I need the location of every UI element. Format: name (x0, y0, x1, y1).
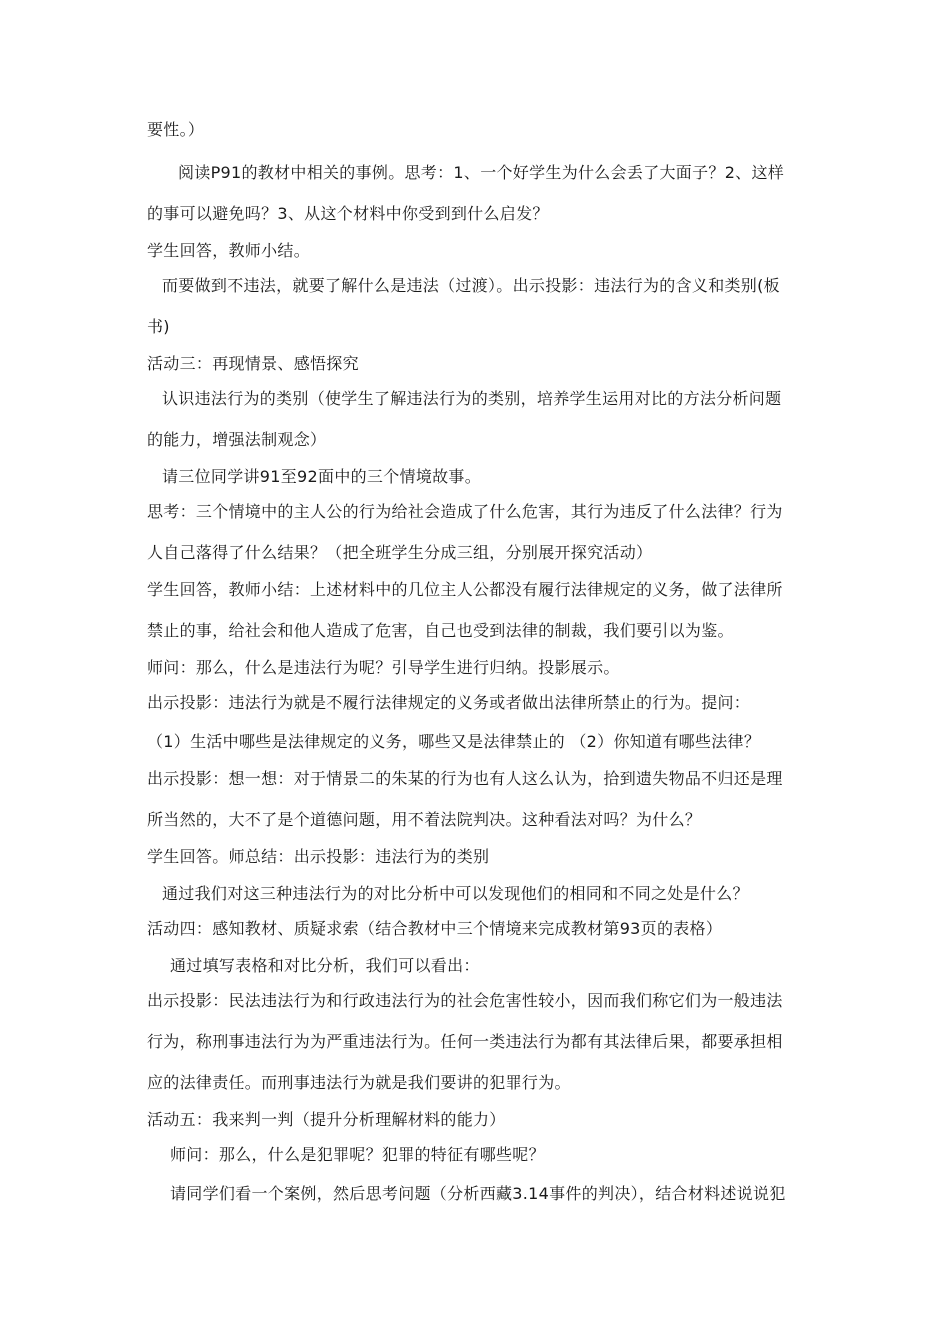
text-line: 的能力，增强法制观念） (147, 430, 327, 449)
text-line: 行为，称刑事违法行为为严重违法行为。任何一类违法行为都有其法律后果，都要承担相 (147, 1032, 783, 1051)
text-line: 活动四：感知教材、质疑求索（结合教材中三个情境来完成教材第93页的表格） (147, 919, 723, 938)
text-line: 人自己落得了什么结果？（把全班学生分成三组，分别展开探究活动） (147, 543, 653, 562)
text-line: 请三位同学讲91至92面中的三个情境故事。 (162, 467, 482, 486)
text-line: 通过我们对这三种违法行为的对比分析中可以发现他们的相同和不同之处是什么？ (162, 884, 749, 903)
text-line: 学生回答，教师小结：上述材料中的几位主人公都没有履行法律规定的义务，做了法律所 (147, 580, 783, 599)
text-line: 通过填写表格和对比分析，我们可以看出： (170, 956, 480, 975)
text-line: 出示投影：民法违法行为和行政违法行为的社会危害性较小，因而我们称它们为一般违法 (147, 991, 783, 1010)
text-line: 要性。） (147, 120, 205, 139)
text-line: 书) (147, 317, 170, 336)
text-line: （1）生活中哪些是法律规定的义务，哪些又是法律禁止的 （2）你知道有哪些法律？ (147, 732, 761, 751)
text-line: 而要做到不违法，就要了解什么是违法（过渡）。出示投影：违法行为的含义和类别(板 (162, 276, 780, 295)
text-line: 活动三：再现情景、感悟探究 (147, 354, 359, 373)
text-line: 认识违法行为的类别（使学生了解违法行为的类别，培养学生运用对比的方法分析问题 (162, 389, 782, 408)
text-line: 出示投影：违法行为就是不履行法律规定的义务或者做出法律所禁止的行为。提问： (147, 693, 751, 712)
text-line: 禁止的事，给社会和他人造成了危害，自己也受到法律的制裁，我们要引以为鉴。 (147, 621, 734, 640)
text-line: 师问：那么，什么是犯罪呢？犯罪的特征有哪些呢？ (170, 1145, 545, 1164)
text-line: 阅读P91的教材中相关的事例。思考：1、一个好学生为什么会丢了大面子？2、这样 (178, 163, 785, 182)
text-line: 师问：那么，什么是违法行为呢？引导学生进行归纳。投影展示。 (147, 658, 620, 677)
text-line: 学生回答，教师小结。 (147, 241, 311, 260)
text-line: 应的法律责任。而刑事违法行为就是我们要讲的犯罪行为。 (147, 1073, 571, 1092)
text-line: 思考：三个情境中的主人公的行为给社会造成了什么危害，其行为违反了什么法律？行为 (147, 502, 783, 521)
text-line: 出示投影：想一想：对于情景二的朱某的行为也有人这么认为，拾到遗失物品不归还是理 (147, 769, 783, 788)
text-line: 所当然的，大不了是个道德问题，用不着法院判决。这种看法对吗？为什么？ (147, 810, 702, 829)
text-line: 活动五：我来判一判（提升分析理解材料的能力） (147, 1110, 506, 1129)
text-line: 学生回答。师总结：出示投影：违法行为的类别 (147, 847, 490, 866)
text-line: 的事可以避免吗？3、从这个材料中你受到到什么启发？ (147, 204, 549, 223)
text-line: 请同学们看一个案例，然后思考问题（分析西藏3.14事件的判决），结合材料述说说犯 (170, 1184, 786, 1203)
